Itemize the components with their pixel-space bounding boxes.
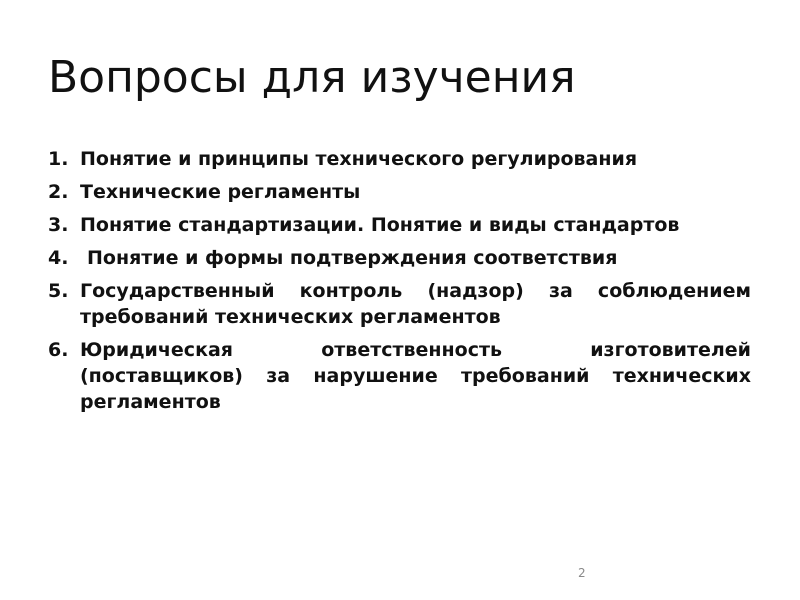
list-item [48,337,751,415]
list-item [48,278,751,330]
list-item-text: Юридическая ответственность изготовителей (поставщиков) за нарушение требований технических регламентов [80,339,751,413]
page-number: 2 [578,566,586,580]
list-item [48,245,751,271]
list-item [48,212,751,238]
list-item-text: Понятие и принципы технического регулирования [80,148,638,170]
slide-title: Вопросы для изучения [48,52,576,103]
list-item-number: 2. [48,181,69,203]
list-item-number: 1. [48,148,69,170]
list-item-text: Государственный контроль (надзор) за соблюдением требований технических регламентов [80,280,751,328]
topics-list [48,146,751,422]
list-item [48,179,751,205]
list-item-number: 4. [48,247,69,269]
list-item [48,146,751,172]
list-item-number: 3. [48,214,69,236]
list-item-text: Понятие стандартизации. Понятие и виды стандартов [80,214,680,236]
list-item-number: 5. [48,280,69,302]
list-item-text: Понятие и формы подтверждения соответствия [87,247,618,269]
list-item-text: Технические регламенты [80,181,361,203]
list-item-number: 6. [48,339,69,361]
